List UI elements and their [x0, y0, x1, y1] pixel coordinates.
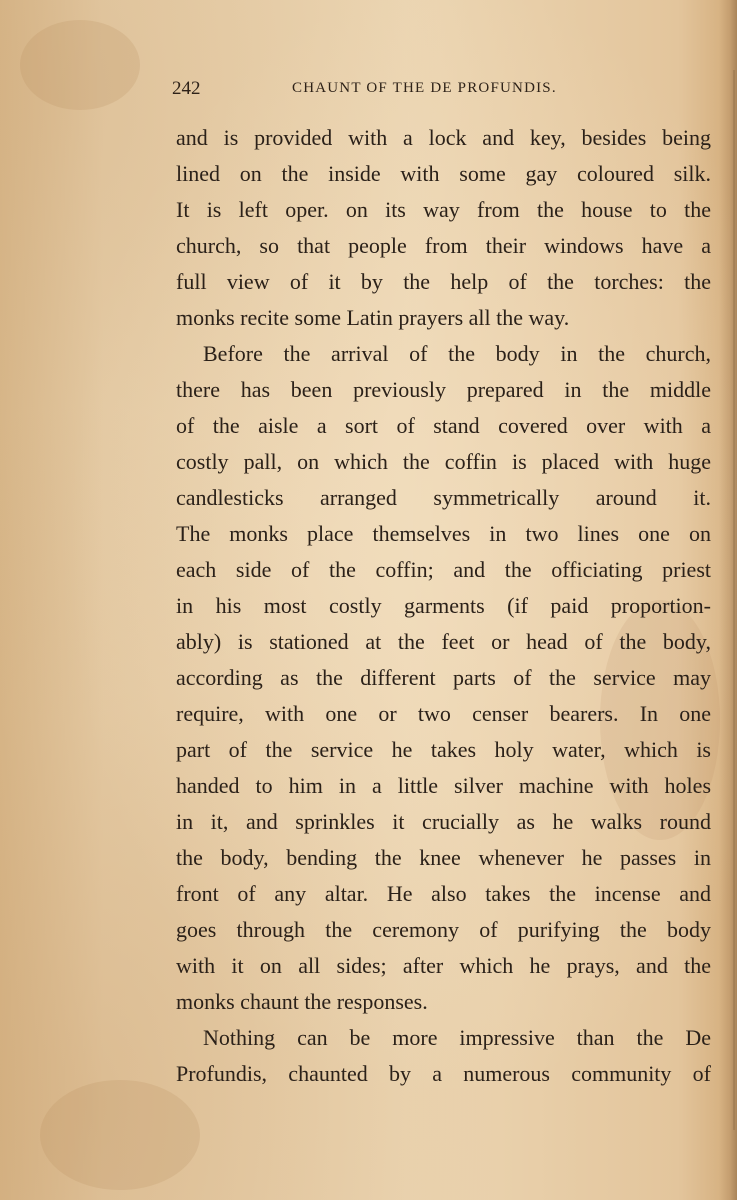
running-head: CHAUNT OF THE DE PROFUNDIS. — [292, 80, 557, 96]
text-line: ably) is stationed at the feet or head of the body, — [176, 629, 711, 654]
text-line: monks chaunt the responses. — [176, 989, 428, 1014]
text-line: require, with one or two censer bearers. In one — [176, 701, 711, 726]
text-line: It is left oper. on its way from the house to the — [176, 197, 711, 222]
text-line: costly pall, on which the coffin is placed with huge — [176, 449, 711, 474]
paper-stain — [40, 1080, 200, 1190]
body-text — [176, 120, 711, 1092]
text-line: there has been previously prepared in the middle — [176, 377, 711, 402]
text-line: full view of it by the help of the torches: the — [176, 269, 711, 294]
text-line: according as the different parts of the service may — [176, 665, 711, 690]
text-line: candlesticks arranged symmetrically around it. — [176, 485, 711, 510]
paper-stain — [20, 20, 140, 110]
text-line: with it on all sides; after which he prays, and the — [176, 953, 711, 978]
text-line: monks recite some Latin prayers all the way. — [176, 305, 570, 330]
text-line: Nothing can be more impressive than the De — [203, 1025, 711, 1050]
text-line: and is provided with a lock and key, besides being — [176, 125, 711, 150]
text-line: lined on the inside with some gay coloured silk. — [176, 161, 711, 186]
text-line: of the aisle a sort of stand covered over with a — [176, 413, 711, 438]
text-line: handed to him in a little silver machine with holes — [176, 773, 711, 798]
page-edge-line — [733, 70, 735, 1130]
text-line: in it, and sprinkles it crucially as he walks round — [176, 809, 711, 834]
text-line: Profundis, chaunted by a numerous community of — [176, 1061, 711, 1086]
text-line: each side of the coffin; and the officiating priest — [176, 557, 711, 582]
page-header — [172, 74, 592, 104]
text-line: in his most costly garments (if paid proportion- — [176, 593, 711, 618]
text-line: part of the service he takes holy water, which is — [176, 737, 711, 762]
text-line: goes through the ceremony of purifying the body — [176, 917, 711, 942]
text-line: church, so that people from their windows have a — [176, 233, 711, 258]
text-line: The monks place themselves in two lines one on — [176, 521, 711, 546]
text-line: Before the arrival of the body in the church, — [203, 341, 711, 366]
text-line: front of any altar. He also takes the incense and — [176, 881, 711, 906]
text-line: the body, bending the knee whenever he passes in — [176, 845, 711, 870]
page-number: 242 — [172, 78, 201, 99]
